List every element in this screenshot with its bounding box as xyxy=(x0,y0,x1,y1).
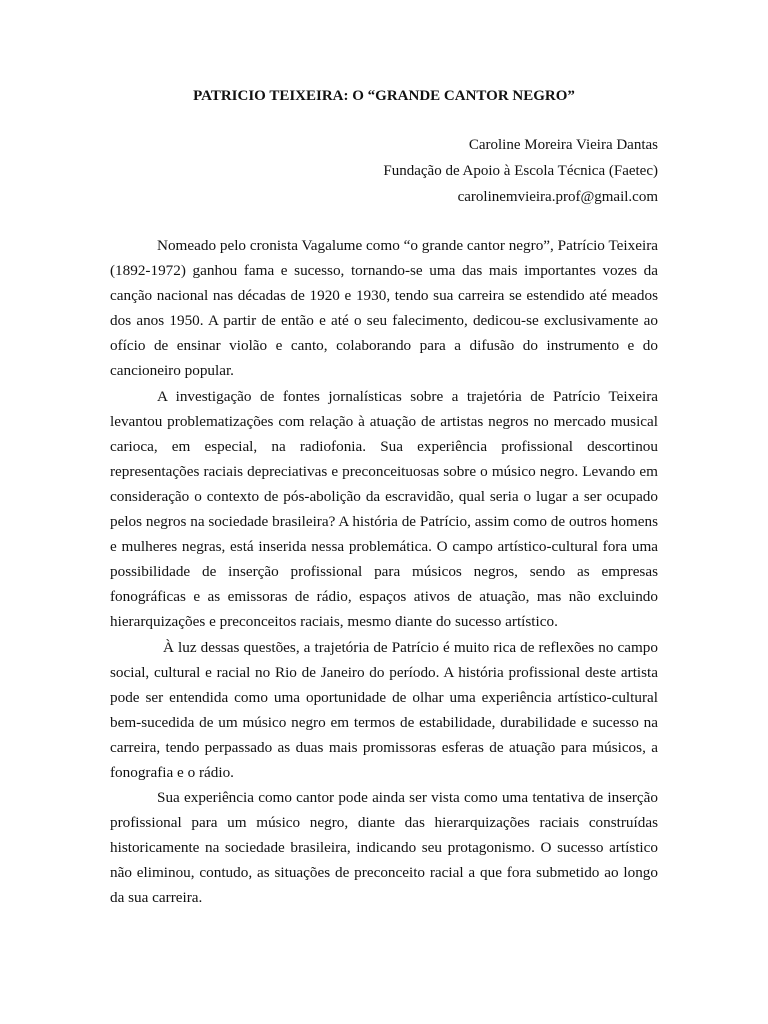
body-paragraph: Sua experiência como cantor pode ainda ser vista como uma tentativa de inserção profissional para um músico negro, diante das hierarquizações raciais construídas historicamente na sociedade brasileira, indicando seu protagonismo. O sucesso artístico não eliminou, contudo, as situações de preconceito racial a que fora submetido ao longo da sua carreira. xyxy=(110,789,658,907)
author-name: Caroline Moreira Vieira Dantas xyxy=(468,137,658,153)
body-paragraph: A investigação de fontes jornalísticas sobre a trajetória de Patrício Teixeira levantou problematizações com relação à atuação de artistas negros no mercado musical carioca, em especial, na radiofonia. Sua experiência profissional descortinou representações raciais depreciativas e preconceituosas sobre o músico negro. Levando em consideração o contexto de pós-abolição da escravidão, qual seria o lugar a ser ocupado pelos negros na sociedade brasileira? A história de Patrício, assim como de outros homens e mulheres negras, está inserida nessa problemática. O campo artístico-cultural fora uma possibilidade de inserção profissional para músicos negros, sendo as empresas fonográficas e as emissoras de rádio, espaços ativos de atuação, mas não excluindo hierarquizações e preconceitos raciais, mesmo diante do sucesso artístico. xyxy=(110,387,658,631)
document-body xyxy=(110,233,658,911)
author-email: carolinemvieira.prof@gmail.com xyxy=(457,189,658,205)
body-paragraph: Nomeado pelo cronista Vagalume como “o grande cantor negro”, Patrício Teixeira (1892-1972) ganhou fama e sucesso, tornando-se uma das mais importantes vozes da canção nacional nas décadas de 1920 e 1930, tendo sua carreira se estendido até meados dos anos 1950. A partir de então e até o seu falecimento, dedicou-se exclusivamente ao ofício de ensinar violão e canto, colaborando para a difusão do instrumento e do cancioneiro popular. xyxy=(110,237,658,380)
body-paragraph: À luz dessas questões, a trajetória de Patrício é muito rica de reflexões no campo social, cultural e racial no Rio de Janeiro do período. A história profissional deste artista pode ser entendida como uma oportunidade de olhar uma experiência artístico-cultural bem-sucedida de um músico negro em termos de estabilidade, durabilidade e sucesso na carreira, tendo perpassado as duas mais promissoras esferas de atuação para músicos, a fonografia e o rádio. xyxy=(110,638,658,781)
author-affiliation: Fundação de Apoio à Escola Técnica (Faetec) xyxy=(383,163,658,179)
author-block xyxy=(300,132,658,210)
document-title: PATRICIO TEIXEIRA: O “GRANDE CANTOR NEGRO” xyxy=(193,88,575,104)
